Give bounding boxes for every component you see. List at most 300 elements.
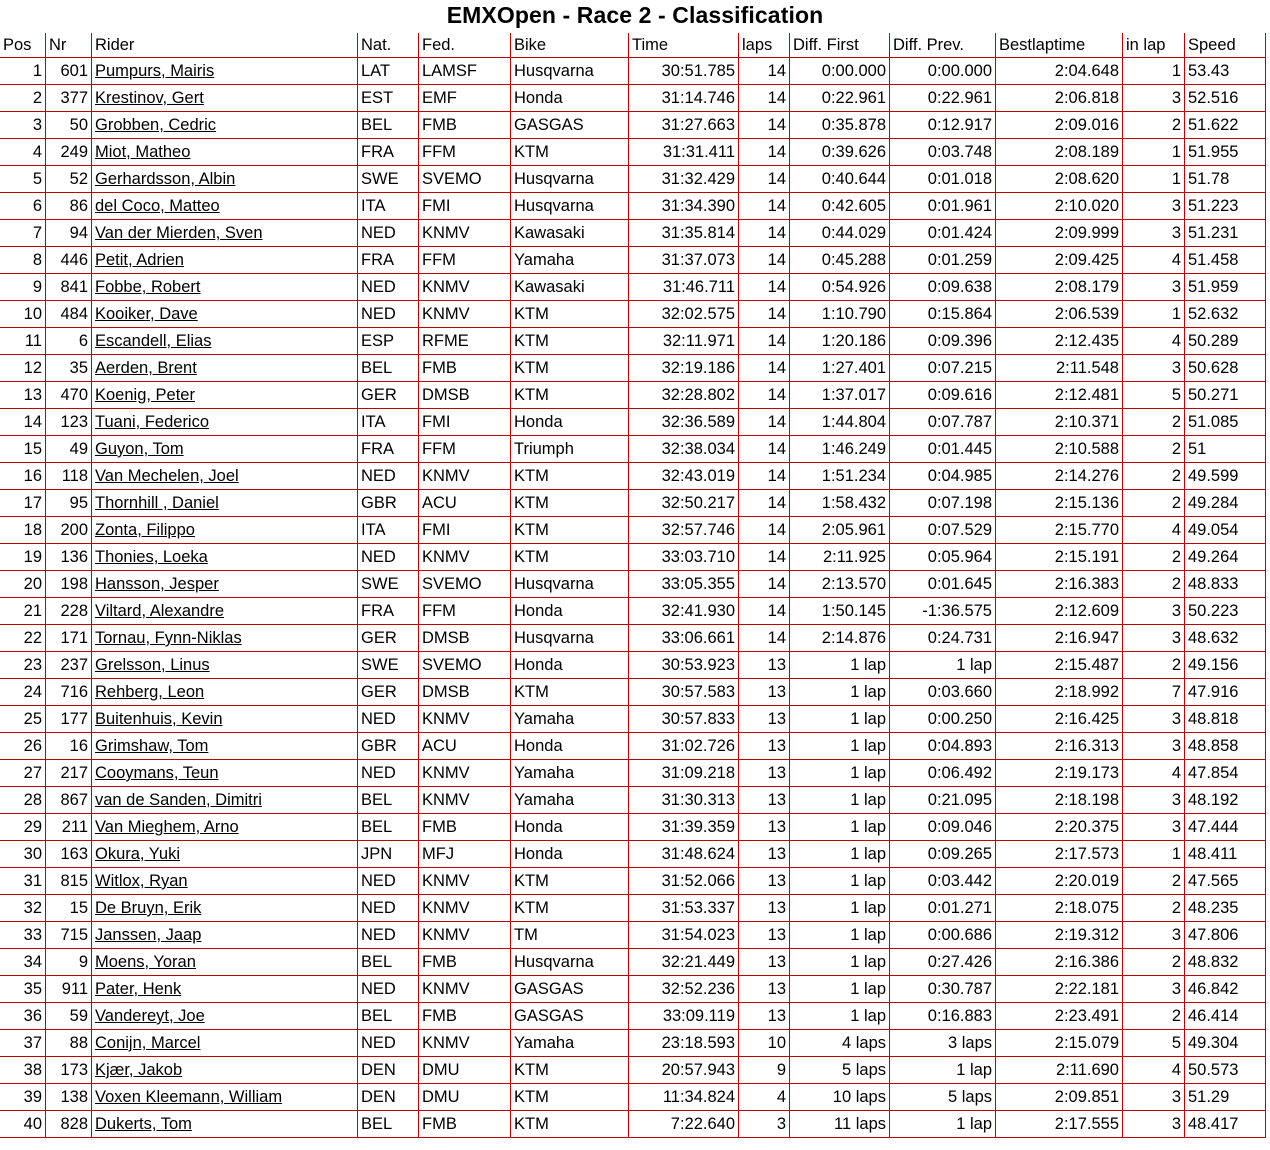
bestlaptime-cell: 2:20.019 — [996, 868, 1123, 895]
speed-cell: 51.959 — [1185, 274, 1266, 301]
nation-cell: SWE — [358, 166, 419, 193]
time-cell: 20:57.943 — [629, 1057, 739, 1084]
speed-cell: 51.955 — [1185, 139, 1266, 166]
number-cell: 118 — [46, 463, 92, 490]
rider-cell — [92, 760, 358, 787]
federation-cell: SVEMO — [419, 166, 511, 193]
position-cell: 31 — [0, 868, 46, 895]
diff-first-cell: 2:13.570 — [790, 571, 890, 598]
rider-link[interactable]: Rehberg, Leon — [95, 683, 205, 701]
nation-cell: BEL — [358, 814, 419, 841]
federation-cell: FMB — [419, 949, 511, 976]
rider-link[interactable]: Tuani, Federico — [95, 413, 210, 431]
in-lap-cell: 3 — [1123, 193, 1185, 220]
laps-cell: 14 — [739, 58, 790, 85]
number-cell: 86 — [46, 193, 92, 220]
rider-cell — [92, 679, 358, 706]
position-cell: 27 — [0, 760, 46, 787]
federation-cell: FMI — [419, 517, 511, 544]
bike-cell: KTM — [511, 679, 629, 706]
rider-link[interactable]: Kooiker, Dave — [95, 305, 198, 323]
bike-cell: KTM — [511, 301, 629, 328]
time-cell: 30:53.923 — [629, 652, 739, 679]
number-cell: 49 — [46, 436, 92, 463]
in-lap-cell: 2 — [1123, 436, 1185, 463]
bestlaptime-cell: 2:09.851 — [996, 1084, 1123, 1111]
time-cell: 31:09.218 — [629, 760, 739, 787]
diff-first-cell: 1 lap — [790, 895, 890, 922]
nation-cell: NED — [358, 922, 419, 949]
speed-cell: 51.29 — [1185, 1084, 1266, 1111]
rider-link[interactable]: Pumpurs, Mairis — [95, 62, 215, 80]
diff-prev-cell: 0:24.731 — [890, 625, 996, 652]
position-cell: 13 — [0, 382, 46, 409]
nation-cell: GER — [358, 382, 419, 409]
diff-first-cell: 5 laps — [790, 1057, 890, 1084]
rider-link[interactable]: Viltard, Alexandre — [95, 602, 225, 620]
nation-cell: NED — [358, 274, 419, 301]
number-cell: 95 — [46, 490, 92, 517]
number-cell: 200 — [46, 517, 92, 544]
bike-cell: KTM — [511, 382, 629, 409]
table-row — [0, 895, 1266, 922]
position-cell: 24 — [0, 679, 46, 706]
number-cell: 171 — [46, 625, 92, 652]
diff-prev-cell: -1:36.575 — [890, 598, 996, 625]
diff-first-cell: 1 lap — [790, 814, 890, 841]
number-cell: 446 — [46, 247, 92, 274]
number-cell: 217 — [46, 760, 92, 787]
rider-link[interactable]: Miot, Matheo — [95, 143, 191, 161]
federation-cell: FFM — [419, 598, 511, 625]
rider-link[interactable]: Witlox, Ryan — [95, 872, 188, 890]
speed-cell: 49.156 — [1185, 652, 1266, 679]
in-lap-cell: 4 — [1123, 1057, 1185, 1084]
speed-cell: 47.854 — [1185, 760, 1266, 787]
in-lap-cell: 2 — [1123, 409, 1185, 436]
bestlaptime-cell: 2:08.620 — [996, 166, 1123, 193]
bike-cell: KTM — [511, 1057, 629, 1084]
rider-cell — [92, 787, 358, 814]
laps-cell: 9 — [739, 1057, 790, 1084]
number-cell: 198 — [46, 571, 92, 598]
time-cell: 31:32.429 — [629, 166, 739, 193]
federation-cell: RFME — [419, 328, 511, 355]
table-row — [0, 139, 1266, 166]
speed-cell: 51.622 — [1185, 112, 1266, 139]
time-cell: 31:52.066 — [629, 868, 739, 895]
number-cell: 52 — [46, 166, 92, 193]
rider-link[interactable]: del Coco, Matteo — [95, 197, 220, 215]
nation-cell: FRA — [358, 247, 419, 274]
speed-cell: 51.231 — [1185, 220, 1266, 247]
nation-cell: SWE — [358, 571, 419, 598]
laps-cell: 4 — [739, 1084, 790, 1111]
rider-link[interactable]: Thonies, Loeka — [95, 548, 208, 566]
rider-link[interactable]: Grelsson, Linus — [95, 656, 210, 674]
diff-first-cell: 1:27.401 — [790, 355, 890, 382]
rider-cell — [92, 706, 358, 733]
in-lap-cell: 3 — [1123, 274, 1185, 301]
nation-cell: BEL — [358, 1111, 419, 1138]
diff-first-cell: 1:37.017 — [790, 382, 890, 409]
column-header-rider: Rider — [92, 33, 358, 58]
rider-link[interactable]: Grimshaw, Tom — [95, 737, 209, 755]
bike-cell: Honda — [511, 85, 629, 112]
federation-cell: FMB — [419, 112, 511, 139]
nation-cell: DEN — [358, 1057, 419, 1084]
bike-cell: GASGAS — [511, 976, 629, 1003]
table-row — [0, 1030, 1266, 1057]
rider-cell — [92, 598, 358, 625]
rider-link[interactable]: Moens, Yoran — [95, 953, 196, 971]
federation-cell: KNMV — [419, 868, 511, 895]
diff-prev-cell: 0:09.265 — [890, 841, 996, 868]
diff-first-cell: 1 lap — [790, 787, 890, 814]
nation-cell: GBR — [358, 733, 419, 760]
nation-cell: LAT — [358, 58, 419, 85]
federation-cell: FMB — [419, 814, 511, 841]
nation-cell: NED — [358, 220, 419, 247]
diff-prev-cell: 0:03.442 — [890, 868, 996, 895]
in-lap-cell: 3 — [1123, 733, 1185, 760]
position-cell: 34 — [0, 949, 46, 976]
diff-first-cell: 1 lap — [790, 652, 890, 679]
position-cell: 37 — [0, 1030, 46, 1057]
diff-first-cell: 0:22.961 — [790, 85, 890, 112]
rider-link[interactable]: Cooymans, Teun — [95, 764, 219, 782]
laps-cell: 14 — [739, 436, 790, 463]
time-cell: 31:53.337 — [629, 895, 739, 922]
bestlaptime-cell: 2:15.770 — [996, 517, 1123, 544]
diff-first-cell: 1 lap — [790, 922, 890, 949]
diff-first-cell: 1:44.804 — [790, 409, 890, 436]
diff-prev-cell: 0:01.645 — [890, 571, 996, 598]
position-cell: 2 — [0, 85, 46, 112]
diff-first-cell: 1 lap — [790, 679, 890, 706]
laps-cell: 14 — [739, 301, 790, 328]
number-cell: 177 — [46, 706, 92, 733]
column-header-bestlaptime: Bestlaptime — [996, 33, 1123, 58]
laps-cell: 14 — [739, 166, 790, 193]
speed-cell: 48.858 — [1185, 733, 1266, 760]
bike-cell: GASGAS — [511, 1003, 629, 1030]
table-row — [0, 1057, 1266, 1084]
speed-cell: 48.818 — [1185, 706, 1266, 733]
speed-cell: 46.414 — [1185, 1003, 1266, 1030]
federation-cell: KNMV — [419, 463, 511, 490]
laps-cell: 13 — [739, 679, 790, 706]
in-lap-cell: 1 — [1123, 841, 1185, 868]
rider-cell — [92, 85, 358, 112]
time-cell: 31:48.624 — [629, 841, 739, 868]
rider-link[interactable]: Guyon, Tom — [95, 440, 184, 458]
number-cell: 841 — [46, 274, 92, 301]
speed-cell: 52.632 — [1185, 301, 1266, 328]
table-row — [0, 193, 1266, 220]
bike-cell: Kawasaki — [511, 220, 629, 247]
number-cell: 470 — [46, 382, 92, 409]
federation-cell: KNMV — [419, 787, 511, 814]
in-lap-cell: 3 — [1123, 355, 1185, 382]
diff-prev-cell: 0:04.893 — [890, 733, 996, 760]
diff-first-cell: 1 lap — [790, 733, 890, 760]
bike-cell: TM — [511, 922, 629, 949]
nation-cell: JPN — [358, 841, 419, 868]
bestlaptime-cell: 2:22.181 — [996, 976, 1123, 1003]
rider-cell — [92, 112, 358, 139]
rider-link[interactable]: Vandereyt, Joe — [95, 1007, 205, 1025]
bike-cell: Yamaha — [511, 706, 629, 733]
rider-cell — [92, 328, 358, 355]
rider-cell — [92, 814, 358, 841]
speed-cell: 48.833 — [1185, 571, 1266, 598]
diff-prev-cell: 0:01.259 — [890, 247, 996, 274]
speed-cell: 49.054 — [1185, 517, 1266, 544]
time-cell: 33:03.710 — [629, 544, 739, 571]
table-row — [0, 652, 1266, 679]
diff-prev-cell: 5 laps — [890, 1084, 996, 1111]
nation-cell: GER — [358, 679, 419, 706]
speed-cell: 49.599 — [1185, 463, 1266, 490]
laps-cell: 10 — [739, 1030, 790, 1057]
rider-link[interactable]: Hansson, Jesper — [95, 575, 219, 593]
rider-link[interactable]: Conijn, Marcel — [95, 1034, 201, 1052]
in-lap-cell: 2 — [1123, 1003, 1185, 1030]
number-cell: 136 — [46, 544, 92, 571]
bike-cell: Husqvarna — [511, 166, 629, 193]
diff-prev-cell: 0:06.492 — [890, 760, 996, 787]
laps-cell: 14 — [739, 544, 790, 571]
position-cell: 23 — [0, 652, 46, 679]
table-row — [0, 922, 1266, 949]
diff-first-cell: 0:00.000 — [790, 58, 890, 85]
number-cell: 601 — [46, 58, 92, 85]
laps-cell: 13 — [739, 706, 790, 733]
federation-cell: FFM — [419, 436, 511, 463]
laps-cell: 13 — [739, 814, 790, 841]
federation-cell: MFJ — [419, 841, 511, 868]
position-cell: 9 — [0, 274, 46, 301]
diff-first-cell: 1:46.249 — [790, 436, 890, 463]
federation-cell: DMU — [419, 1084, 511, 1111]
rider-link[interactable]: Escandell, Elias — [95, 332, 212, 350]
rider-link[interactable]: Gerhardsson, Albin — [95, 170, 236, 188]
bike-cell: Honda — [511, 733, 629, 760]
time-cell: 30:51.785 — [629, 58, 739, 85]
diff-first-cell: 4 laps — [790, 1030, 890, 1057]
federation-cell: FMI — [419, 409, 511, 436]
rider-link[interactable]: Janssen, Jaap — [95, 926, 202, 944]
table-body — [0, 58, 1266, 1138]
position-cell: 5 — [0, 166, 46, 193]
nation-cell: NED — [358, 544, 419, 571]
bike-cell: Husqvarna — [511, 58, 629, 85]
speed-cell: 51.085 — [1185, 409, 1266, 436]
rider-link[interactable]: Voxen Kleemann, William — [95, 1088, 283, 1106]
bestlaptime-cell: 2:15.191 — [996, 544, 1123, 571]
table-row — [0, 598, 1266, 625]
bike-cell: Honda — [511, 814, 629, 841]
time-cell: 32:28.802 — [629, 382, 739, 409]
bestlaptime-cell: 2:19.312 — [996, 922, 1123, 949]
rider-link[interactable]: Thornhill , Daniel — [95, 494, 219, 512]
rider-link[interactable]: Van Mechelen, Joel — [95, 467, 239, 485]
classification-table — [0, 33, 1266, 1138]
time-cell: 32:52.236 — [629, 976, 739, 1003]
number-cell: 16 — [46, 733, 92, 760]
laps-cell: 14 — [739, 463, 790, 490]
bike-cell: Husqvarna — [511, 949, 629, 976]
table-row — [0, 517, 1266, 544]
diff-prev-cell: 0:21.095 — [890, 787, 996, 814]
table-row — [0, 976, 1266, 1003]
table-row — [0, 166, 1266, 193]
time-cell: 31:37.073 — [629, 247, 739, 274]
nation-cell: NED — [358, 1030, 419, 1057]
in-lap-cell: 3 — [1123, 814, 1185, 841]
rider-cell — [92, 274, 358, 301]
bike-cell: Husqvarna — [511, 625, 629, 652]
rider-link[interactable]: Grobben, Cedric — [95, 116, 217, 134]
rider-link[interactable]: Dukerts, Tom — [95, 1115, 192, 1133]
bestlaptime-cell: 2:08.189 — [996, 139, 1123, 166]
rider-link[interactable]: Tornau, Fynn-Niklas — [95, 629, 242, 647]
number-cell: 828 — [46, 1111, 92, 1138]
diff-first-cell: 1 lap — [790, 760, 890, 787]
nation-cell: ITA — [358, 517, 419, 544]
bike-cell: KTM — [511, 895, 629, 922]
rider-link[interactable]: Kjær, Jakob — [95, 1061, 183, 1079]
diff-prev-cell: 0:00.000 — [890, 58, 996, 85]
time-cell: 31:46.711 — [629, 274, 739, 301]
diff-prev-cell: 0:03.660 — [890, 679, 996, 706]
diff-first-cell: 1 lap — [790, 976, 890, 1003]
rider-link[interactable]: Van Mieghem, Arno — [95, 818, 239, 836]
position-cell: 30 — [0, 841, 46, 868]
rider-cell — [92, 139, 358, 166]
rider-link[interactable]: Fobbe, Robert — [95, 278, 201, 296]
rider-link[interactable]: Petit, Adrien — [95, 251, 184, 269]
time-cell: 33:05.355 — [629, 571, 739, 598]
time-cell: 31:39.359 — [629, 814, 739, 841]
bestlaptime-cell: 2:12.435 — [996, 328, 1123, 355]
rider-link[interactable]: Pater, Henk — [95, 980, 182, 998]
diff-first-cell: 2:11.925 — [790, 544, 890, 571]
diff-first-cell: 0:54.926 — [790, 274, 890, 301]
rider-cell — [92, 868, 358, 895]
in-lap-cell: 2 — [1123, 868, 1185, 895]
diff-first-cell: 1:51.234 — [790, 463, 890, 490]
speed-cell: 50.223 — [1185, 598, 1266, 625]
table-row — [0, 544, 1266, 571]
table-row — [0, 463, 1266, 490]
bestlaptime-cell: 2:15.136 — [996, 490, 1123, 517]
column-header-nat: Nat. — [358, 33, 419, 58]
bike-cell: Yamaha — [511, 247, 629, 274]
bestlaptime-cell: 2:15.487 — [996, 652, 1123, 679]
laps-cell: 14 — [739, 409, 790, 436]
number-cell: 94 — [46, 220, 92, 247]
bestlaptime-cell: 2:09.425 — [996, 247, 1123, 274]
rider-cell — [92, 1030, 358, 1057]
in-lap-cell: 2 — [1123, 895, 1185, 922]
speed-cell: 48.411 — [1185, 841, 1266, 868]
diff-prev-cell: 3 laps — [890, 1030, 996, 1057]
in-lap-cell: 1 — [1123, 301, 1185, 328]
speed-cell: 50.271 — [1185, 382, 1266, 409]
table-row — [0, 760, 1266, 787]
diff-first-cell: 0:44.029 — [790, 220, 890, 247]
column-header-pos: Pos — [0, 33, 46, 58]
laps-cell: 13 — [739, 868, 790, 895]
nation-cell: SWE — [358, 652, 419, 679]
number-cell: 911 — [46, 976, 92, 1003]
rider-link[interactable]: Zonta, Filippo — [95, 521, 195, 539]
bike-cell: Yamaha — [511, 1030, 629, 1057]
rider-link[interactable]: De Bruyn, Erik — [95, 899, 202, 917]
in-lap-cell: 3 — [1123, 1111, 1185, 1138]
laps-cell: 13 — [739, 976, 790, 1003]
speed-cell: 48.632 — [1185, 625, 1266, 652]
rider-link[interactable]: Krestinov, Gert — [95, 89, 204, 107]
bestlaptime-cell: 2:14.276 — [996, 463, 1123, 490]
table-row — [0, 490, 1266, 517]
diff-prev-cell: 0:04.985 — [890, 463, 996, 490]
in-lap-cell: 2 — [1123, 949, 1185, 976]
rider-link[interactable]: Okura, Yuki — [95, 845, 180, 863]
bestlaptime-cell: 2:17.573 — [996, 841, 1123, 868]
bike-cell: KTM — [511, 1084, 629, 1111]
in-lap-cell: 2 — [1123, 571, 1185, 598]
position-cell: 39 — [0, 1084, 46, 1111]
in-lap-cell: 3 — [1123, 598, 1185, 625]
table-row — [0, 625, 1266, 652]
federation-cell: FMB — [419, 1111, 511, 1138]
time-cell: 31:30.313 — [629, 787, 739, 814]
rider-cell — [92, 571, 358, 598]
laps-cell: 14 — [739, 139, 790, 166]
rider-link[interactable]: Van der Mierden, Sven — [95, 224, 263, 242]
table-row — [0, 58, 1266, 85]
rider-link[interactable]: Aerden, Brent — [95, 359, 197, 377]
column-header-in-lap: in lap — [1123, 33, 1185, 58]
time-cell: 33:09.119 — [629, 1003, 739, 1030]
bestlaptime-cell: 2:09.016 — [996, 112, 1123, 139]
number-cell: 6 — [46, 328, 92, 355]
number-cell: 377 — [46, 85, 92, 112]
number-cell: 867 — [46, 787, 92, 814]
bestlaptime-cell: 2:10.020 — [996, 193, 1123, 220]
rider-link[interactable]: Buitenhuis, Kevin — [95, 710, 223, 728]
rider-link[interactable]: Koenig, Peter — [95, 386, 195, 404]
rider-link[interactable]: van de Sanden, Dimitri — [95, 791, 262, 809]
in-lap-cell: 7 — [1123, 679, 1185, 706]
diff-prev-cell: 1 lap — [890, 652, 996, 679]
federation-cell: KNMV — [419, 274, 511, 301]
federation-cell: KNMV — [419, 760, 511, 787]
bestlaptime-cell: 2:19.173 — [996, 760, 1123, 787]
laps-cell: 13 — [739, 760, 790, 787]
diff-first-cell: 1 lap — [790, 868, 890, 895]
in-lap-cell: 2 — [1123, 544, 1185, 571]
laps-cell: 14 — [739, 85, 790, 112]
nation-cell: EST — [358, 85, 419, 112]
bike-cell: Kawasaki — [511, 274, 629, 301]
laps-cell: 14 — [739, 220, 790, 247]
nation-cell: NED — [358, 463, 419, 490]
page-title: EMXOpen - Race 2 - Classification — [446, 2, 824, 28]
